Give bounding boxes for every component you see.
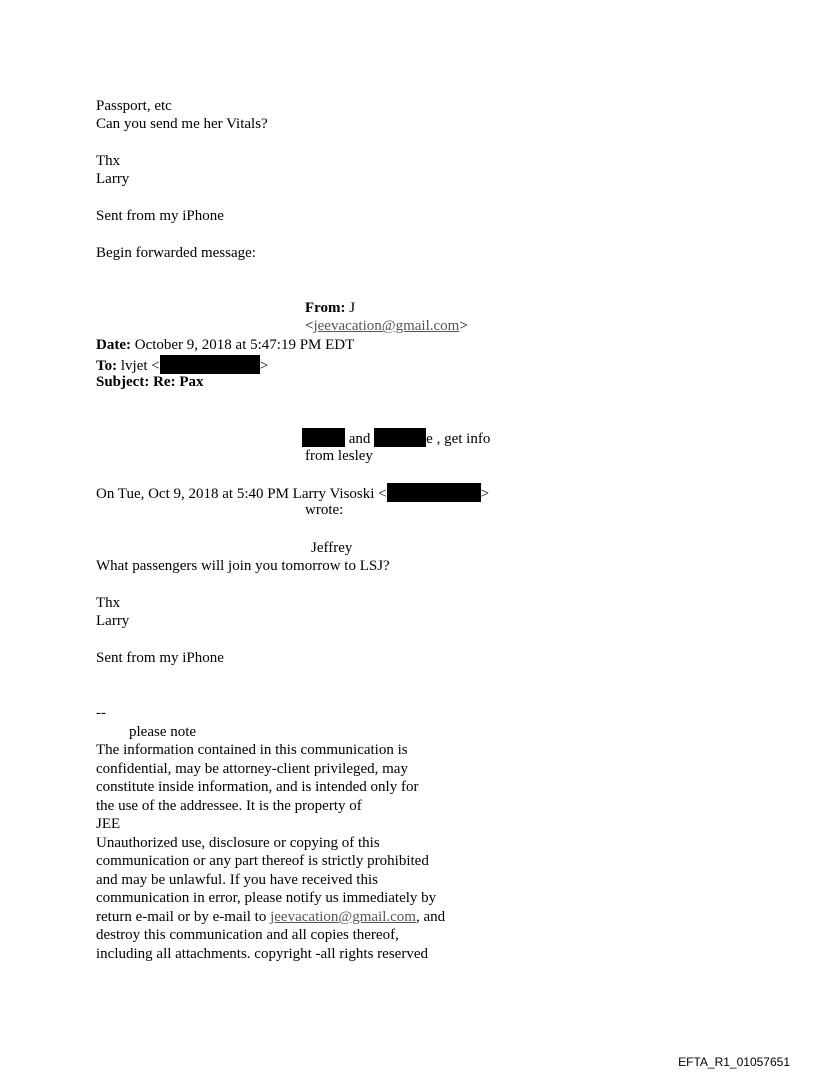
redaction-block [302,428,345,447]
from-email-open: < [305,318,314,334]
passport-line: Passport, etc [96,98,172,114]
disclaimer-return-line [96,908,445,926]
quoted-greeting: Jeffrey [311,540,353,556]
subject-label: Subject: [96,374,150,390]
from-email-close: > [459,318,468,334]
reply-get-info: , get info [436,431,491,447]
disclaimer-line: communication in error, please notify us immediately by [96,890,437,906]
return-email-link[interactable]: jeevacation@gmail.com [270,909,416,925]
disclaimer-line: confidential, may be attorney-client privileged, may [96,761,408,777]
redaction-block [374,428,426,447]
to-label: To: [96,358,118,374]
disclaimer-line: JEE [96,816,121,832]
from-label: From: [305,300,346,316]
vitals-request-line: Can you send me her Vitals? [96,116,268,132]
redaction-block [160,355,260,374]
subject-value: Re: Pax [153,374,204,390]
from-line [305,299,355,317]
quoted-on-text: On Tue, Oct 9, 2018 at 5:40 PM Larry Visoski < [96,486,387,502]
from-name: J [349,300,356,316]
thanks-line: Thx [96,153,121,169]
signoff-line: Larry [96,171,130,187]
forward-intro-line: Begin forwarded message: [96,245,256,261]
date-line [96,336,354,354]
disclaimer-line: Unauthorized use, disclosure or copying of this [96,835,380,851]
quoted-question: What passengers will join you tomorrow to LSJ? [96,558,390,574]
from-email-link[interactable]: jeevacation@gmail.com [313,318,460,334]
to-line [96,355,268,375]
to-value: lvjet < [120,358,160,374]
reply-from-lesley: from lesley [305,448,373,464]
to-close: > [259,358,269,374]
disclaimer-line: the use of the addressee. It is the property of [96,798,362,814]
signature-separator: -- [96,705,106,721]
date-value: October 9, 2018 at 5:47:19 PM EDT [134,337,355,353]
quoted-sent-from: Sent from my iPhone [96,650,224,666]
reply-trailing-char: e [426,431,433,447]
disclaimer-line: The information contained in this communication is [96,742,408,758]
quoted-signoff: Larry [96,613,130,629]
reply-line [302,428,490,448]
redaction-block [387,483,481,502]
disclaimer-line: and may be unlawful. If you have received this [96,872,378,888]
document-id: EFTA_R1_01057651 [678,1055,790,1069]
quoted-thanks: Thx [96,595,121,611]
date-label: Date: [96,337,131,353]
quoted-wrote: wrote: [305,502,344,518]
disclaimer-destroy-line: destroy this communication and all copies thereof, [96,927,399,943]
quoted-on-line [96,483,489,503]
quoted-on-close: > [480,486,490,502]
return-suffix: , and [415,909,446,925]
disclaimer-line: communication or any part thereof is strictly prohibited [96,853,429,869]
sent-from-line: Sent from my iPhone [96,208,224,224]
subject-line [96,373,203,391]
reply-and: and [348,431,371,447]
from-email-line [305,317,468,335]
disclaimer-line: constitute inside information, and is intended only for [96,779,419,795]
return-prefix: return e-mail or by e-mail to [96,909,271,925]
please-note: please note [129,724,197,740]
disclaimer-final-line: including all attachments. copyright -all rights reserved [96,946,428,962]
